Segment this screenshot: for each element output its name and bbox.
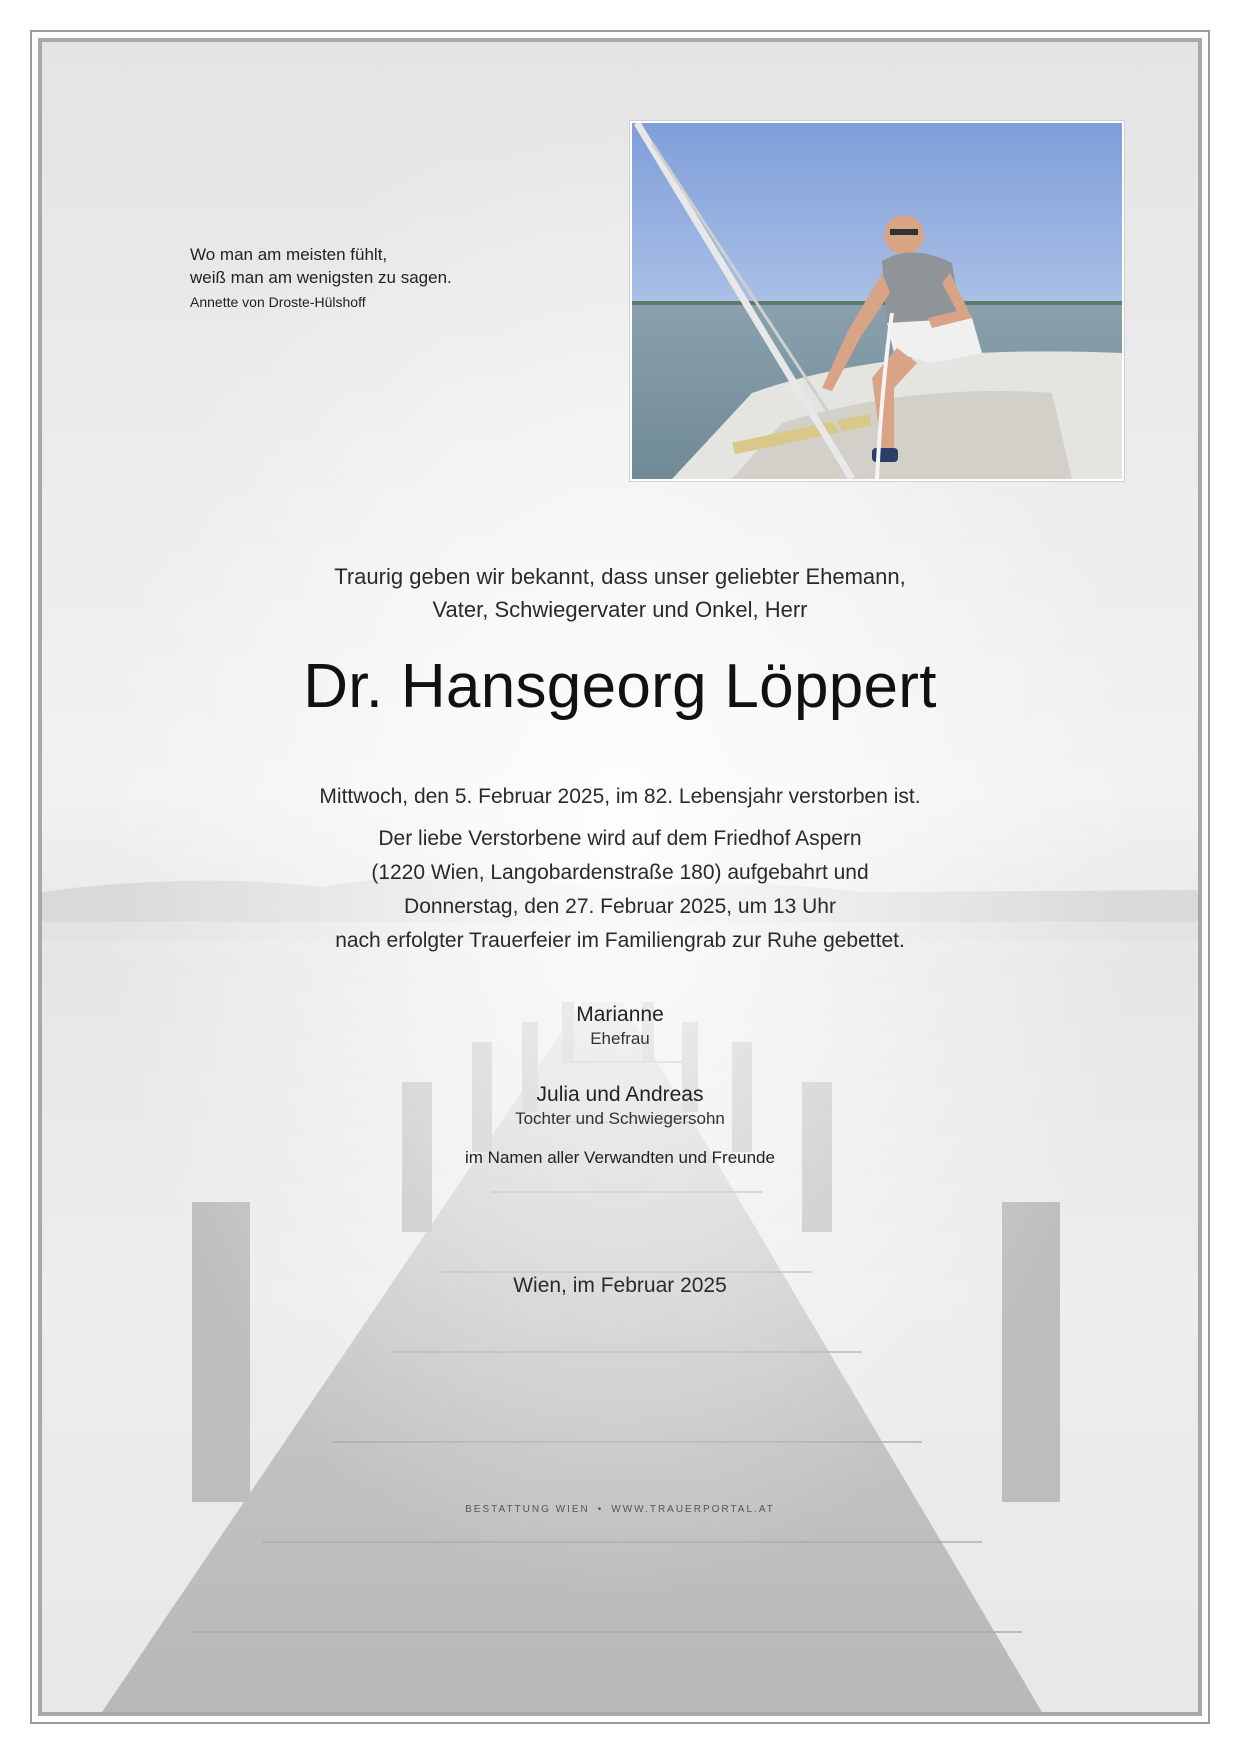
footer-company: BESTATTUNG WIEN: [465, 1504, 590, 1515]
mourner-relation: Ehefrau: [590, 1029, 650, 1048]
intro-text: [42, 560, 1198, 626]
intro-line-1: Traurig geben wir bekannt, dass unser geliebter Ehemann,: [334, 564, 906, 589]
quote-block: [190, 243, 610, 314]
quote-line-2: weiß man am wenigsten zu sagen.: [190, 268, 452, 287]
mourner-entry: [42, 1002, 1198, 1050]
intro-line-2: Vater, Schwiegervater und Onkel, Herr: [432, 597, 808, 622]
burial-line-3: Donnerstag, den 27. Februar 2025, um 13 Uhr: [404, 895, 836, 918]
portrait-photo: [630, 121, 1124, 481]
burial-line-2: (1220 Wien, Langobardenstraße 180) aufgebahrt und: [371, 861, 869, 884]
footer-credit: [42, 1504, 1198, 1515]
footer-separator: •: [597, 1504, 604, 1515]
burial-details: [42, 822, 1198, 958]
inner-border: [38, 38, 1202, 1716]
place-date: Wien, im Februar 2025: [513, 1274, 727, 1297]
mourner-relation: Tochter und Schwiegersohn: [515, 1109, 725, 1128]
mourner-entry: [42, 1082, 1198, 1130]
burial-line-1: Der liebe Verstorbene wird auf dem Friedhof Aspern: [378, 827, 862, 850]
quote-author: Annette von Droste-Hülshoff: [190, 294, 366, 310]
mourner-name: Julia und Andreas: [536, 1083, 704, 1106]
quote-line-1: Wo man am meisten fühlt,: [190, 245, 388, 264]
deceased-name: Dr. Hansgeorg Löppert: [303, 652, 937, 721]
mourner-name: Marianne: [576, 1003, 664, 1026]
burial-line-4: nach erfolgter Trauerfeier im Familiengrab zur Ruhe gebettet.: [335, 929, 905, 952]
family-note: im Namen aller Verwandten und Freunde: [465, 1148, 775, 1167]
footer-website: WWW.TRAUERPORTAL.AT: [611, 1504, 775, 1515]
death-notice: Mittwoch, den 5. Februar 2025, im 82. Lebensjahr verstorben ist.: [319, 785, 921, 808]
